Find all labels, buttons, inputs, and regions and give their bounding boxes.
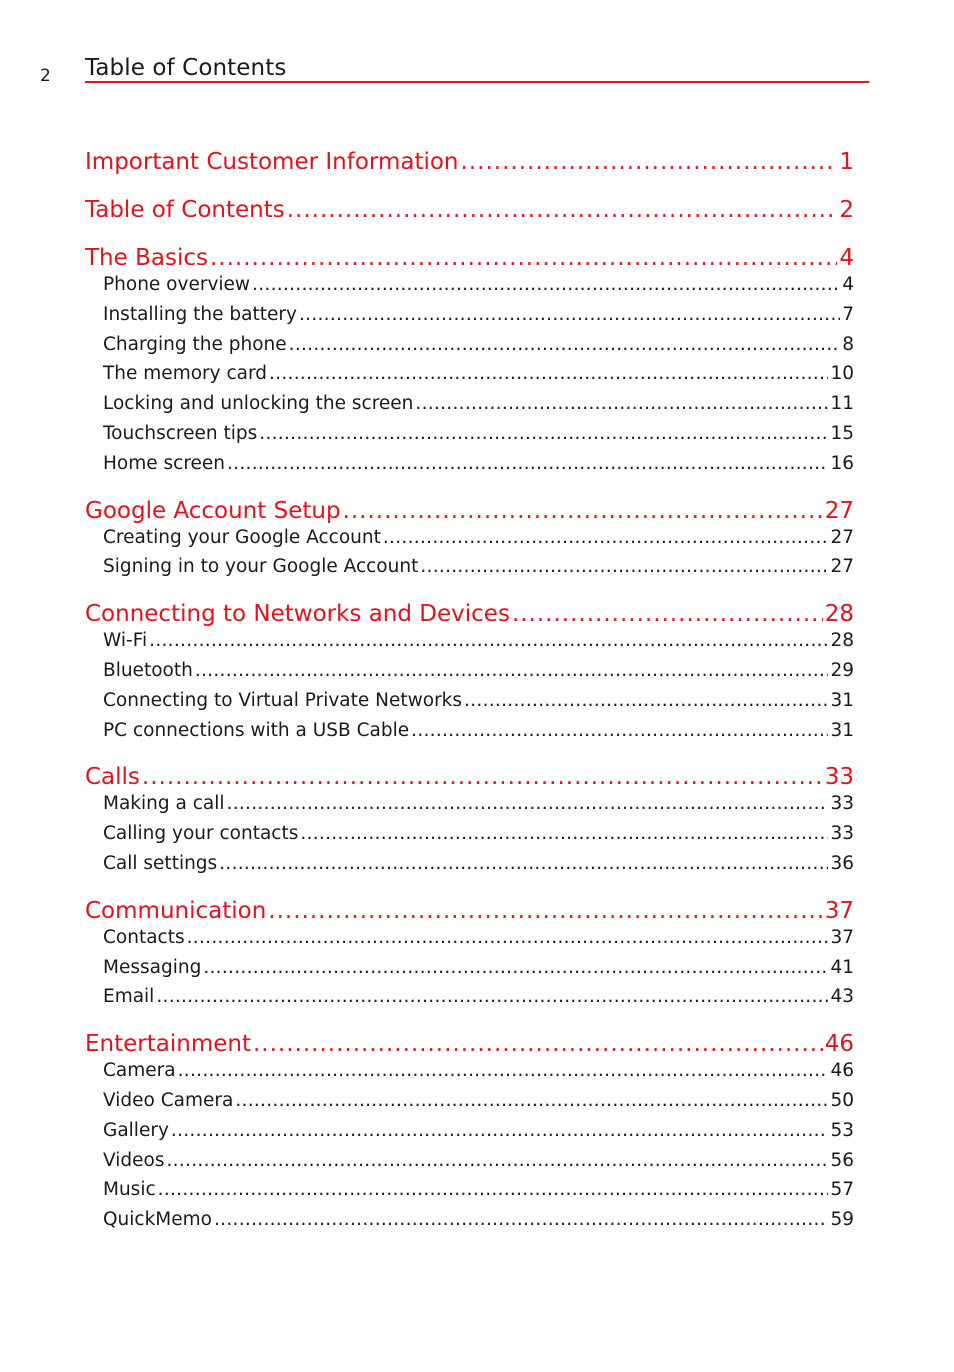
subsection-page-number: 37 (830, 926, 854, 948)
subsection-list (85, 270, 854, 479)
toc-section (85, 889, 854, 1012)
toc-subsection-entry[interactable] (85, 849, 854, 879)
dot-leader (178, 1056, 829, 1086)
toc-subsection-entry[interactable] (85, 626, 854, 656)
toc-subsection-entry[interactable] (85, 1146, 854, 1176)
subsection-page-number: 27 (830, 526, 854, 548)
toc-subsection-entry[interactable] (85, 449, 854, 479)
toc-section (85, 489, 854, 583)
subsection-title: Messaging (103, 956, 202, 978)
toc-subsection-entry[interactable] (85, 656, 854, 686)
running-title: Table of Contents (85, 55, 287, 81)
dot-leader (461, 140, 838, 184)
chapter-page-number: 46 (824, 1031, 854, 1058)
subsection-title: Creating your Google Account (103, 526, 381, 548)
toc-subsection-entry[interactable] (85, 389, 854, 419)
subsection-page-number: 43 (830, 986, 854, 1008)
subsection-title: Music (103, 1179, 156, 1201)
toc-chapter-entry[interactable] (85, 889, 854, 923)
chapter-title: Important Customer Information (85, 149, 459, 175)
toc-subsection-entry[interactable] (85, 1205, 854, 1235)
toc-section (85, 140, 854, 188)
subsection-page-number: 46 (830, 1060, 854, 1082)
toc-subsection-entry[interactable] (85, 552, 854, 582)
chapter-page-number: 4 (839, 245, 854, 271)
subsection-title: Calling your contacts (103, 823, 299, 845)
dot-leader (149, 626, 828, 656)
toc-chapter-entry[interactable] (85, 1022, 854, 1056)
subsection-title: Phone overview (103, 274, 251, 295)
subsection-page-number: 56 (830, 1149, 854, 1171)
subsection-title: Installing the battery (103, 303, 297, 325)
toc-subsection-entry[interactable] (85, 1056, 854, 1086)
dot-leader (300, 819, 828, 849)
dot-leader (289, 330, 841, 360)
dot-leader (203, 953, 828, 983)
subsection-page-number: 16 (830, 452, 854, 474)
dot-leader (259, 419, 828, 449)
subsection-page-number: 27 (830, 556, 854, 578)
subsection-title: Email (103, 986, 155, 1008)
chapter-title: Communication (85, 897, 267, 924)
toc-subsection-entry[interactable] (85, 716, 854, 746)
toc-subsection-entry[interactable] (85, 1116, 854, 1146)
subsection-list (85, 923, 854, 1012)
toc-section (85, 188, 854, 236)
subsection-title: Videos (103, 1149, 165, 1171)
toc-subsection-entry[interactable] (85, 953, 854, 983)
dot-leader (166, 1146, 828, 1176)
toc-subsection-entry[interactable] (85, 686, 854, 716)
dot-leader (158, 1175, 829, 1205)
toc-subsection-entry[interactable] (85, 359, 854, 389)
toc-subsection-entry[interactable] (85, 523, 854, 553)
toc-subsection-entry[interactable] (85, 923, 854, 953)
subsection-page-number: 41 (830, 956, 854, 978)
subsection-page-number: 7 (842, 303, 854, 325)
toc-section (85, 236, 854, 479)
subsection-title: PC connections with a USB Cable (103, 719, 410, 741)
toc-subsection-entry[interactable] (85, 1175, 854, 1205)
chapter-title: Calls (85, 764, 140, 791)
subsection-page-number: 57 (830, 1179, 854, 1201)
toc-subsection-entry[interactable] (85, 419, 854, 449)
subsection-page-number: 36 (830, 852, 854, 874)
subsection-title: Gallery (103, 1119, 169, 1141)
subsection-title: Home screen (103, 452, 226, 474)
subsection-title: Bluetooth (103, 659, 193, 681)
chapter-page-number: 27 (824, 497, 854, 524)
subsection-title: Camera (103, 1060, 176, 1082)
chapter-page-number: 28 (824, 601, 854, 628)
subsection-title: Video Camera (103, 1089, 234, 1111)
dot-leader (235, 1086, 828, 1116)
subsection-list (85, 523, 854, 583)
dot-leader (383, 523, 829, 553)
chapter-title: The Basics (85, 245, 208, 271)
dot-leader (299, 300, 840, 330)
dot-leader (411, 716, 828, 746)
table-of-contents (85, 140, 854, 1245)
chapter-title: Table of Contents (85, 197, 285, 223)
subsection-page-number: 50 (830, 1089, 854, 1111)
chapter-page-number: 2 (839, 197, 854, 223)
dot-leader (464, 686, 828, 716)
subsection-page-number: 59 (830, 1209, 854, 1231)
subsection-page-number: 10 (830, 363, 854, 385)
toc-chapter-entry[interactable] (85, 236, 854, 270)
toc-section (85, 1022, 854, 1235)
subsection-title: Contacts (103, 926, 185, 948)
dot-leader (214, 1205, 828, 1235)
dot-leader (415, 389, 828, 419)
dot-leader (156, 982, 828, 1012)
subsection-title: QuickMemo (103, 1209, 212, 1231)
subsection-page-number: 33 (830, 793, 854, 815)
subsection-title: Call settings (103, 852, 218, 874)
chapter-title: Connecting to Networks and Devices (85, 601, 510, 628)
chapter-title: Google Account Setup (85, 497, 341, 524)
subsection-title: Touchscreen tips (103, 422, 258, 444)
dot-leader (252, 270, 840, 300)
subsection-title: Locking and unlocking the screen (103, 393, 414, 415)
subsection-title: Wi-Fi (103, 630, 148, 652)
toc-subsection-entry[interactable] (85, 270, 854, 300)
subsection-page-number: 8 (842, 333, 854, 355)
subsection-page-number: 31 (830, 719, 854, 741)
dot-leader (287, 188, 838, 232)
toc-section (85, 755, 854, 878)
subsection-page-number: 11 (830, 393, 854, 415)
subsection-title: Charging the phone (103, 333, 287, 355)
dot-leader (227, 449, 828, 479)
dot-leader (219, 849, 828, 879)
subsection-list (85, 626, 854, 745)
toc-subsection-entry[interactable] (85, 1086, 854, 1116)
subsection-title: The memory card (103, 363, 267, 385)
subsection-title: Making a call (103, 793, 225, 815)
toc-subsection-entry[interactable] (85, 982, 854, 1012)
subsection-page-number: 4 (842, 274, 854, 295)
dot-leader (269, 359, 828, 389)
subsection-page-number: 28 (830, 630, 854, 652)
toc-subsection-entry[interactable] (85, 300, 854, 330)
subsection-page-number: 31 (830, 689, 854, 711)
dot-leader (171, 1116, 829, 1146)
chapter-title: Entertainment (85, 1031, 251, 1058)
dot-leader (195, 656, 829, 686)
subsection-title: Connecting to Virtual Private Networks (103, 689, 463, 711)
subsection-list (85, 1056, 854, 1235)
toc-chapter-entry[interactable] (85, 140, 854, 188)
chapter-page-number: 37 (824, 897, 854, 924)
subsection-page-number: 33 (830, 823, 854, 845)
toc-chapter-entry[interactable] (85, 188, 854, 236)
chapter-page-number: 1 (839, 149, 854, 175)
subsection-title: Signing in to your Google Account (103, 556, 419, 578)
subsection-list (85, 789, 854, 878)
toc-chapter-entry[interactable] (85, 592, 854, 626)
subsection-page-number: 29 (830, 659, 854, 681)
header-rule (85, 81, 869, 83)
page-number: 2 (40, 66, 51, 86)
toc-chapter-entry[interactable] (85, 755, 854, 789)
subsection-page-number: 53 (830, 1119, 854, 1141)
dot-leader (187, 923, 829, 953)
subsection-page-number: 15 (830, 422, 854, 444)
chapter-page-number: 33 (824, 764, 854, 791)
toc-chapter-entry[interactable] (85, 489, 854, 523)
toc-subsection-entry[interactable] (85, 789, 854, 819)
toc-subsection-entry[interactable] (85, 330, 854, 360)
dot-leader (227, 789, 829, 819)
toc-subsection-entry[interactable] (85, 819, 854, 849)
dot-leader (420, 552, 828, 582)
toc-section (85, 592, 854, 745)
